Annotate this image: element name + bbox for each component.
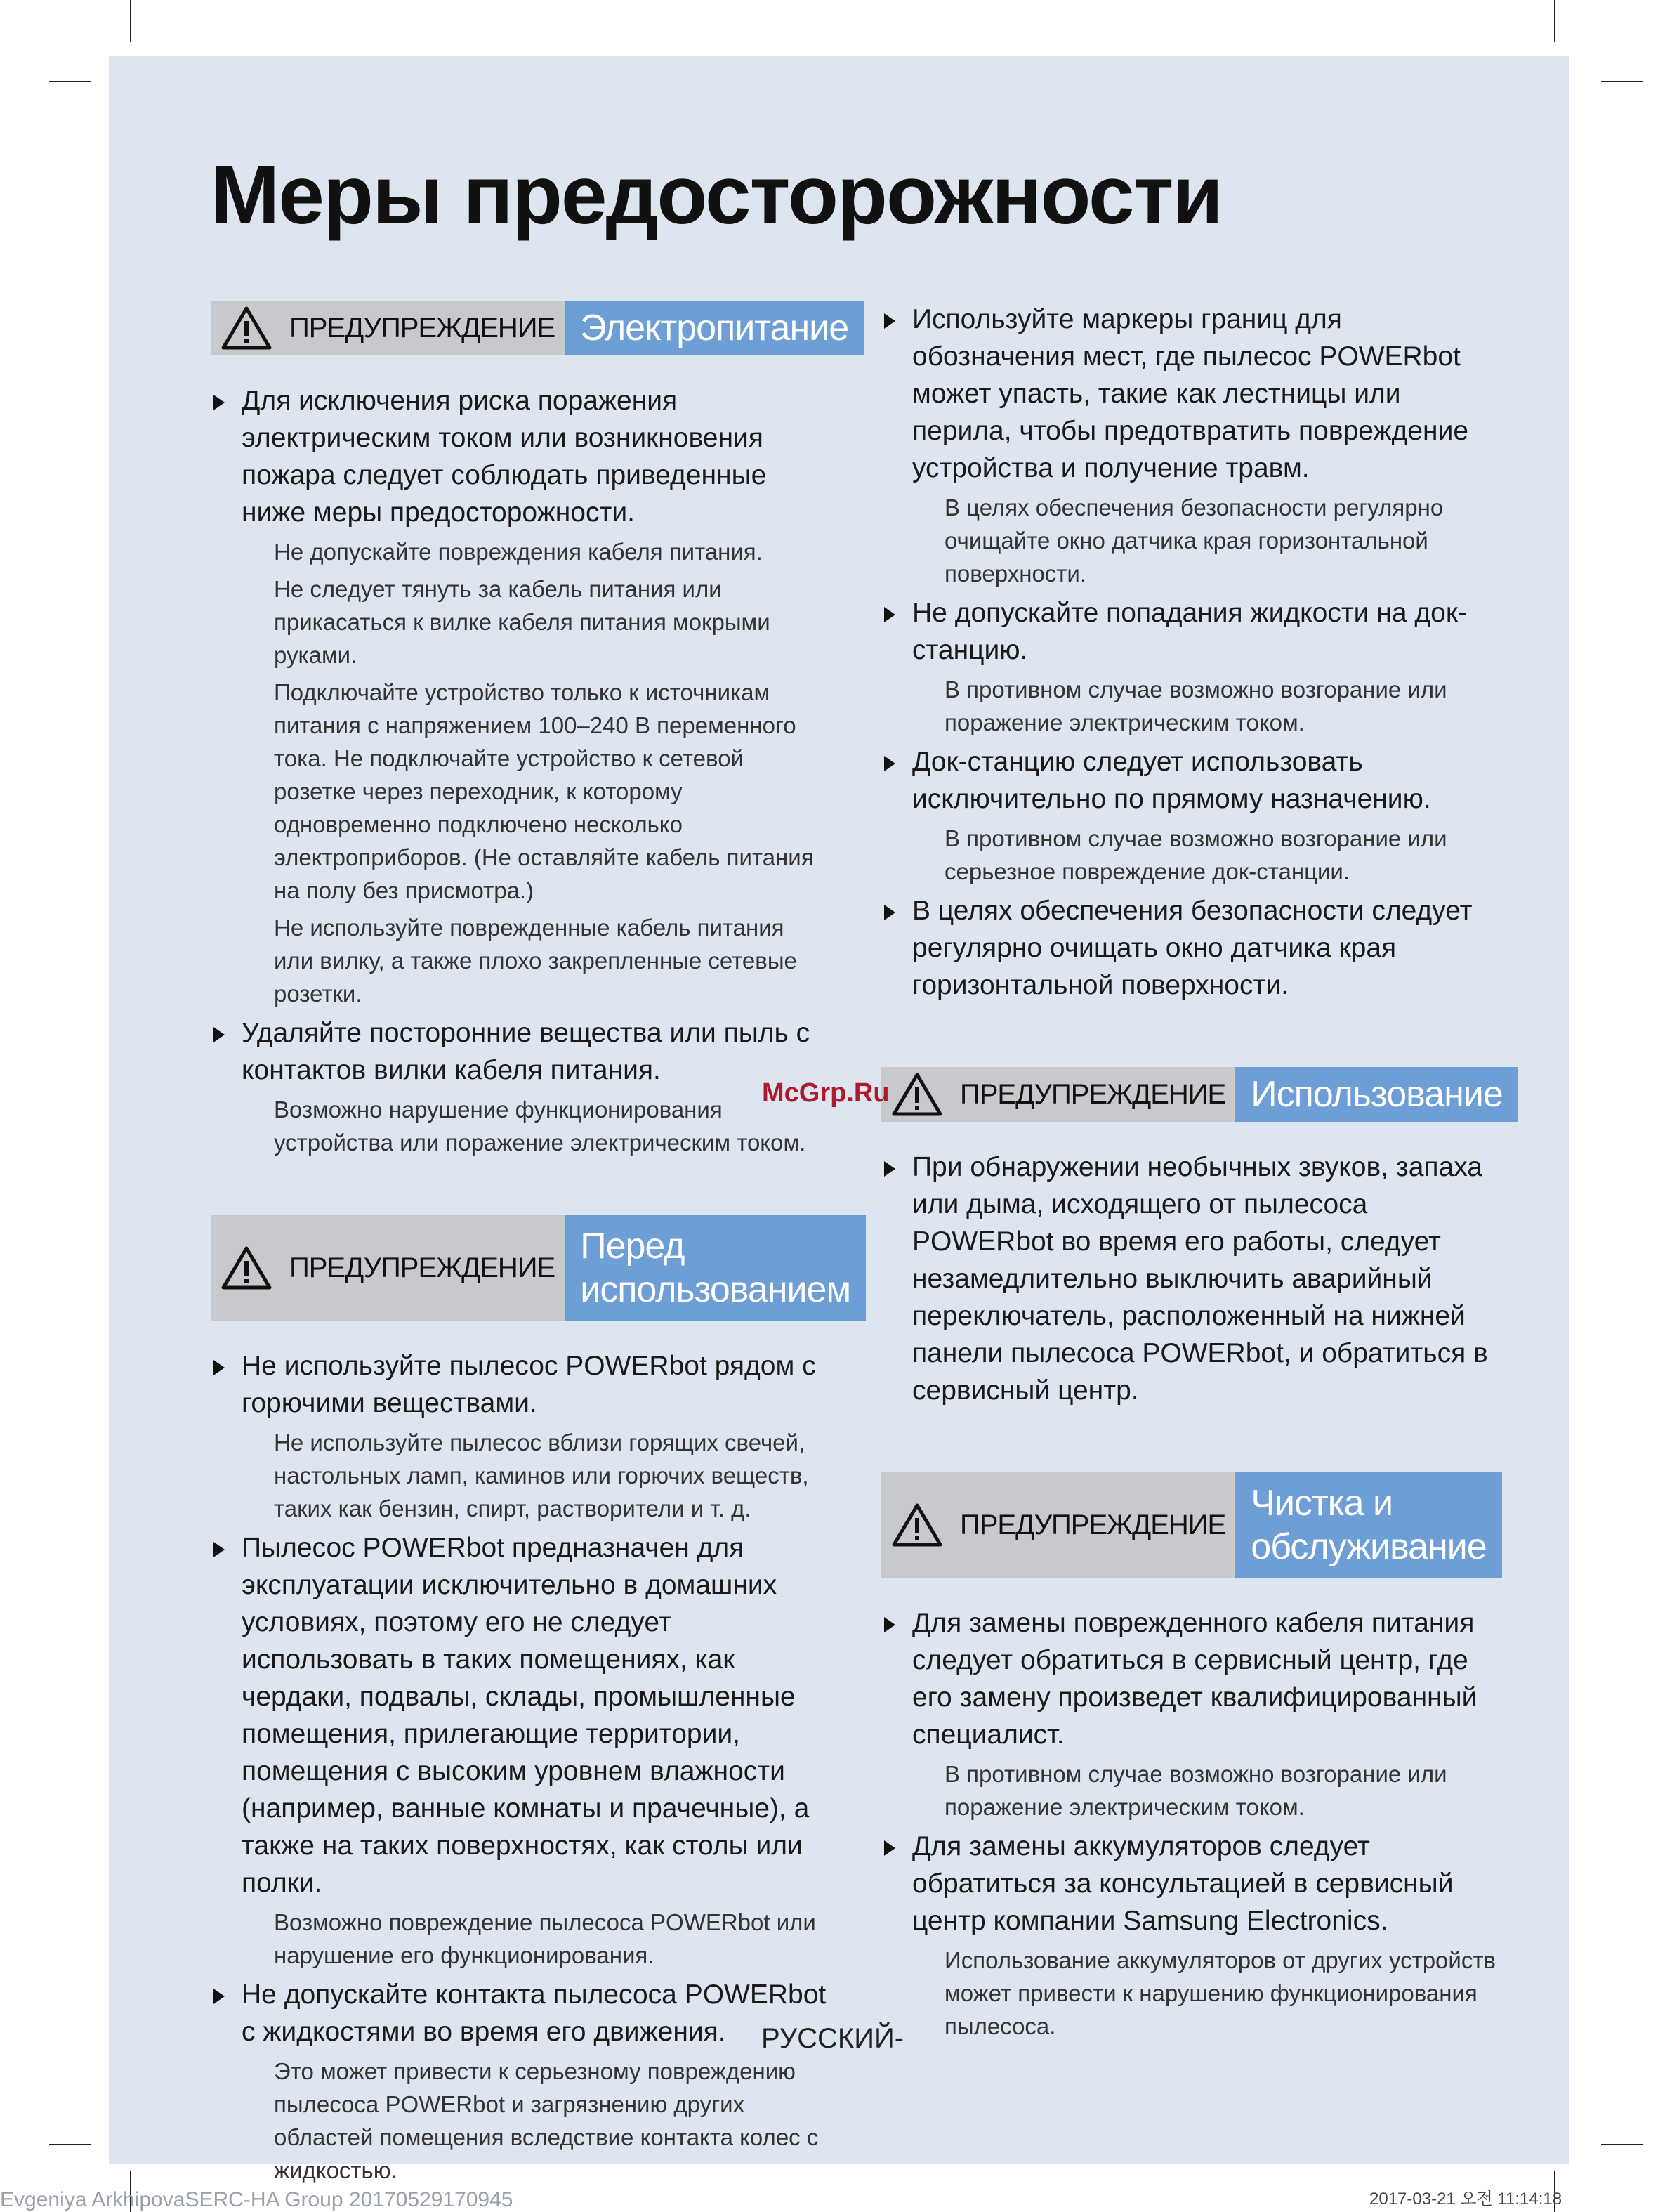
bullet-text: Не допускайте контакта пылесоса POWERbot с жидкостями во время его движения. — [242, 1979, 827, 2047]
bullet-text: Не используйте пылесос POWERbot рядом с горючими веществами. — [242, 1351, 816, 1418]
section — [881, 1472, 1499, 2043]
warning-label: ПРЕДУПРЕЖДЕНИЕ — [289, 1252, 555, 1283]
section-topic-line: Электропитание — [580, 307, 849, 348]
crop-mark — [49, 2144, 91, 2145]
bullet-arrow-icon — [213, 1989, 225, 2004]
bullet-note: Не используйте поврежденные кабель питания или вилку, а также плохо закрепленные сетевые розетки. — [274, 915, 797, 1007]
bullet-text: Для замены аккумуляторов следует обратиться за консультацией в сервисный центр компании Samsung Electronics. — [912, 1831, 1454, 1936]
warning-label-box — [211, 301, 565, 355]
bullet-note: Это может привести к серьезному повреждению пылесоса POWERbot и загрязнению других областей помещения вследствие контакта колес с жидкостью. — [274, 2058, 819, 2183]
bullet-arrow-icon — [884, 1840, 895, 1856]
bullet-note: Возможно повреждение пылесоса POWERbot или нарушение его функционирования. — [274, 1909, 816, 1968]
bullet-note: Возможно нарушение функционирования устройства или поражение электрическим током. — [274, 1097, 806, 1156]
bullet-note: Не допускайте повреждения кабеля питания. — [274, 539, 763, 565]
section-topic — [1235, 1472, 1502, 1578]
right-column — [881, 301, 1503, 2047]
section-topic-line: использованием — [580, 1269, 851, 1310]
bullet-note: В целях обеспечения безопасности регулярно очищайте окно датчика края горизонтальной поверхности. — [945, 495, 1444, 587]
section — [881, 1067, 1503, 1409]
bullet-text: При обнаружении необычных звуков, запаха или дыма, исходящего от пылесоса POWERbot во время его работы, следует незамедлительно выключить аварийный переключатель, расположенный на нижней панели пылесоса POWERbot, и обратиться в сервисный центр. — [912, 1152, 1488, 1406]
bullet-item — [211, 1347, 829, 1422]
section-topic-line: обслуживание — [1251, 1526, 1487, 1567]
crop-mark — [1601, 81, 1643, 82]
bullet-item — [211, 1529, 829, 1902]
warning-label: ПРЕДУПРЕЖДЕНИЕ — [960, 1078, 1226, 1110]
crop-mark — [1554, 0, 1555, 42]
bullet-item — [881, 594, 1499, 669]
bullet-text: Для исключения риска поражения электрическим током или возникновения пожара следует соблюдать приведенные ниже меры предосторожности. — [242, 386, 767, 528]
bullet-text: Для замены поврежденного кабеля питания следует обратиться в сервисный центр, где его замену произведет квалифицированный специалист. — [912, 1608, 1478, 1750]
bullet-note: В противном случае возможно возгорание или поражение электрическим током. — [945, 1761, 1447, 1820]
bullet-item — [881, 1604, 1499, 1753]
bullet-arrow-icon — [213, 1542, 225, 1557]
section-topic — [565, 1215, 866, 1321]
crop-mark — [1601, 2144, 1643, 2145]
bullet-note: В противном случае возможно возгорание или серьезное повреждение док-станции. — [945, 825, 1447, 884]
bullet-note: Не следует тянуть за кабель питания или прикасаться к вилке кабеля питания мокрыми руками. — [274, 576, 770, 668]
bullet-item — [881, 301, 1499, 487]
bullet-item — [881, 892, 1499, 1004]
bullet-text: Пылесос POWERbot предназначен для эксплуатации исключительно в домашних условиях, поэтому его не следует использовать в таких помещениях, как чердаки, подвалы, склады, промышленные помещения, прилегающие территории, помещения с высоким уровнем влажности (например, ванные комнаты и прачечные), а также на таких поверхностях, как столы или полки. — [242, 1533, 810, 1898]
page-footer: РУССКИЙ- — [761, 2023, 904, 2054]
section-topic — [1235, 1067, 1518, 1122]
warning-label-box — [881, 1472, 1235, 1578]
warning-triangle-icon — [221, 306, 272, 351]
section-topic-line: Использование — [1251, 1073, 1503, 1115]
bullet-note: В противном случае возможно возгорание или поражение электрическим током. — [945, 676, 1447, 735]
print-meta-right: 2017-03-21 오전 11:14:18 — [1369, 2190, 1562, 2208]
bullet-arrow-icon — [884, 1617, 895, 1632]
bullet-arrow-icon — [884, 313, 895, 329]
bullet-arrow-icon — [213, 1360, 225, 1375]
section — [881, 301, 1499, 1004]
warning-header — [881, 1472, 1492, 1578]
warning-triangle-icon — [891, 1503, 943, 1547]
bullet-text: Используйте маркеры границ для обозначения мест, где пылесос POWERbot может упасть, такие как лестницы или перила, чтобы предотвратить повреждение устройства и получение травм. — [912, 304, 1469, 483]
bullet-text: В целях обеспечения безопасности следует регулярно очищать окно датчика края горизонтальной поверхности. — [912, 896, 1473, 1000]
bullet-item — [881, 1148, 1499, 1409]
warning-header — [881, 1067, 1503, 1122]
bullet-arrow-icon — [884, 1161, 895, 1177]
warning-label-box — [881, 1067, 1235, 1122]
bullet-arrow-icon — [884, 756, 895, 771]
warning-label: ПРЕДУПРЕЖДЕНИЕ — [289, 312, 555, 343]
warning-header — [211, 301, 849, 355]
section — [211, 301, 849, 1159]
bullet-note: Не используйте пылесос вблизи горящих свечей, настольных ламп, каминов или горючих веществ, таких как бензин, спирт, растворители и т. д. — [274, 1429, 809, 1521]
crop-mark — [130, 0, 131, 42]
watermark: McGrp.Ru — [762, 1078, 890, 1108]
bullet-note: Использование аккумуляторов от других устройств может привести к нарушению функционирования пылесоса. — [945, 1947, 1496, 2039]
bullet-text: Удаляйте посторонние вещества или пыль с контактов вилки кабеля питания. — [242, 1018, 810, 1085]
bullet-note: Подключайте устройство только к источникам питания с напряжением 100–240 В переменного тока. Не подключайте устройство к сетевой розетке через переходник, к которому одновременно подключено несколько электроприборов. (Не оставляйте кабель питания на полу без присмотра.) — [274, 679, 814, 903]
section-topic-line: Чистка и — [1251, 1482, 1393, 1524]
bullet-item — [211, 1014, 829, 1089]
bullet-item — [881, 743, 1499, 818]
section-topic — [565, 301, 864, 355]
bullet-text: Док-станцию следует использовать исключительно по прямому назначению. — [912, 747, 1431, 814]
bullet-arrow-icon — [884, 905, 895, 920]
bullet-arrow-icon — [213, 1027, 225, 1042]
warning-label: ПРЕДУПРЕЖДЕНИЕ — [960, 1509, 1226, 1540]
bullet-arrow-icon — [884, 607, 895, 622]
warning-triangle-icon — [891, 1072, 943, 1117]
warning-header — [211, 1215, 851, 1321]
crop-mark — [49, 81, 91, 82]
print-meta-left: Evgeniya ArkhipovaSERC-HA Group 20170529170945 — [0, 2188, 513, 2211]
warning-label-box — [211, 1215, 565, 1321]
bullet-text: Не допускайте попадания жидкости на док-станцию. — [912, 598, 1467, 665]
bullet-arrow-icon — [213, 395, 225, 410]
warning-triangle-icon — [221, 1245, 272, 1290]
bullet-item — [881, 1828, 1499, 1939]
bullet-item — [211, 382, 829, 531]
section-topic-line: Перед — [580, 1225, 685, 1267]
page-title: Меры предосторожности — [211, 149, 1222, 242]
